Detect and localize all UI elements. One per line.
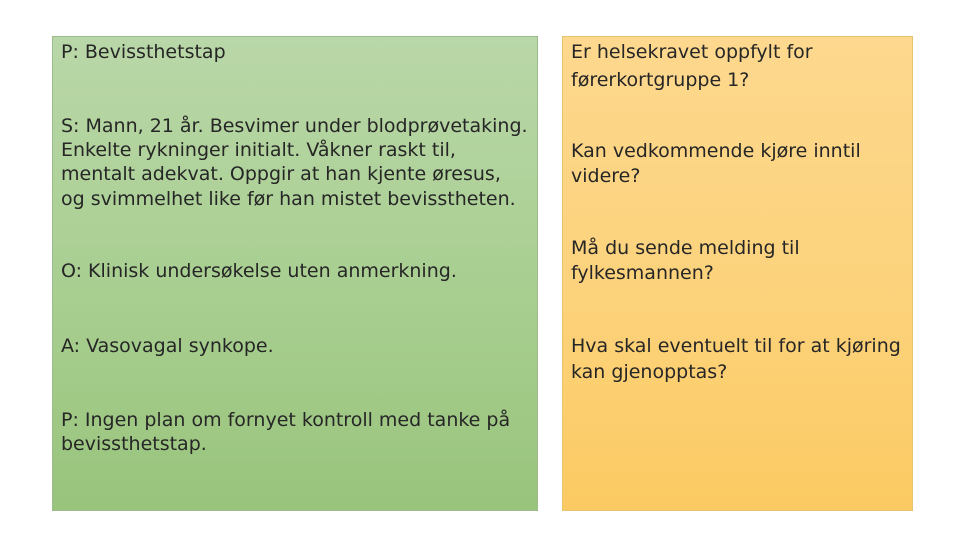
- question-line: videre?: [571, 165, 641, 187]
- question-line: Hva skal eventuelt til for at kjøring: [571, 335, 901, 357]
- assessment-note: A: Vasovagal synkope.: [61, 335, 274, 357]
- plan-line: bevissthetstap.: [61, 433, 207, 455]
- subjective-line: S: Mann, 21 år. Besvimer under blodprøvetaking.: [61, 115, 528, 137]
- subjective-line: mentalt adekvat. Oppgir at han kjente øresus,: [61, 163, 501, 185]
- problem-title: P: Bevissthetstap: [61, 41, 226, 63]
- question-line: fylkesmannen?: [571, 262, 714, 284]
- plan-line: P: Ingen plan om fornyet kontroll med tanke på: [61, 409, 511, 431]
- subjective-line: og svimmelhet like før han mistet bevisstheten.: [61, 188, 516, 210]
- question-line: Kan vedkommende kjøre inntil: [571, 140, 861, 162]
- question-line: Er helsekravet oppfylt for: [571, 41, 813, 63]
- objective-note: O: Klinisk undersøkelse uten anmerkning.: [61, 260, 457, 282]
- question-line: kan gjenopptas?: [571, 361, 728, 383]
- question-line: førerkortgruppe 1?: [571, 69, 750, 91]
- subjective-line: Enkelte rykninger initialt. Våkner raskt til,: [61, 139, 456, 161]
- question-line: Må du sende melding til: [571, 237, 800, 259]
